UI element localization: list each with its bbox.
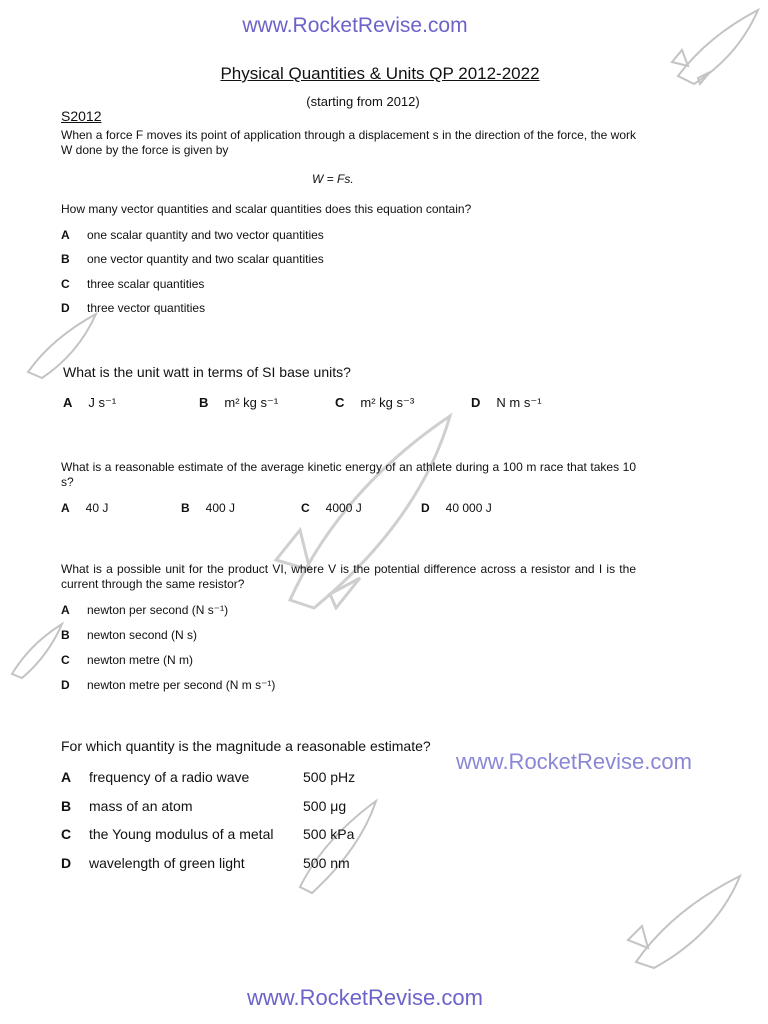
rocket-watermark-icon [6, 620, 66, 680]
option-text: three scalar quantities [87, 277, 205, 291]
rocket-watermark-icon [624, 870, 744, 970]
q2-options [63, 395, 623, 415]
option-letter: D [61, 678, 70, 692]
option-text: m² kg s⁻³ [360, 395, 415, 410]
option-letter: A [61, 228, 70, 242]
option-text: frequency of a radio wave [89, 769, 250, 785]
q2-question: What is the unit watt in terms of SI base units? [63, 364, 351, 380]
q1-options [61, 228, 621, 328]
option-text: 40 000 J [445, 501, 492, 515]
option-letter: B [61, 628, 70, 642]
option-letter: A [61, 769, 72, 785]
option-text: newton metre (N m) [87, 653, 194, 667]
option-letter: C [61, 653, 70, 667]
q3-options [61, 501, 621, 519]
option-value: 500 nm [303, 855, 350, 871]
q2-option-b[interactable] [199, 395, 278, 411]
option-letter: C [335, 395, 345, 410]
option-text: 400 J [205, 501, 236, 515]
q3-question: What is a reasonable estimate of the average kinetic energy of an athlete during a 100 m race that takes 10 s? [61, 460, 636, 489]
option-letter: D [61, 855, 72, 871]
option-value: 500 kPa [303, 826, 355, 842]
option-value: 500 μg [303, 798, 347, 814]
option-letter: B [181, 501, 190, 515]
q2-option-d[interactable] [471, 395, 542, 411]
section-heading: S2012 [61, 108, 102, 124]
option-text: 4000 J [325, 501, 362, 515]
q1-stem: When a force F moves its point of application through a displacement s in the direction of the force, the work W done by the force is given by [61, 128, 636, 157]
option-letter: B [199, 395, 209, 410]
option-text: three vector quantities [87, 301, 206, 315]
mid-website-link[interactable]: www.RocketRevise.com [456, 749, 692, 774]
option-text: N m s⁻¹ [496, 395, 542, 410]
option-letter: A [63, 395, 73, 410]
option-text: J s⁻¹ [88, 395, 117, 410]
option-letter: C [61, 826, 72, 842]
q5-options [61, 769, 441, 879]
option-text: newton per second (N s⁻¹) [87, 603, 229, 617]
option-letter: C [301, 501, 310, 515]
q4-options [61, 603, 621, 703]
q3-option-b[interactable] [181, 501, 235, 515]
option-text: mass of an atom [89, 798, 193, 814]
q2-option-a[interactable] [63, 395, 116, 411]
option-letter: A [61, 603, 70, 617]
document-subtitle: (starting from 2012) [306, 94, 420, 109]
option-letter: C [61, 277, 70, 291]
option-text: one scalar quantity and two vector quantities [87, 228, 324, 242]
option-letter: B [61, 798, 72, 814]
option-letter: B [61, 252, 70, 266]
option-letter: D [471, 395, 481, 410]
option-text: newton second (N s) [87, 628, 198, 642]
q1-question: How many vector quantities and scalar quantities does this equation contain? [61, 202, 472, 216]
option-letter: D [61, 301, 70, 315]
q1-equation: W = Fs. [312, 172, 354, 186]
q2-option-c[interactable] [335, 395, 414, 411]
option-text: newton metre per second (N m s⁻¹) [87, 678, 276, 692]
footer-website-link[interactable]: www.RocketRevise.com [247, 985, 483, 1010]
option-text: one vector quantity and two scalar quantities [87, 252, 324, 266]
option-letter: D [421, 501, 430, 515]
option-text: wavelength of green light [89, 855, 245, 871]
document-title: Physical Quantities & Units QP 2012-2022 [220, 64, 540, 83]
option-letter: A [61, 501, 70, 515]
q3-option-d[interactable] [421, 501, 492, 515]
q3-option-c[interactable] [301, 501, 362, 515]
option-value: 500 pHz [303, 769, 356, 785]
q5-question: For which quantity is the magnitude a reasonable estimate? [61, 738, 431, 754]
option-text: the Young modulus of a metal [89, 826, 274, 842]
q3-option-a[interactable] [61, 501, 108, 515]
q4-question: What is a possible unit for the product VI, where V is the potential difference across a resistor and I is the current through the same resistor? [61, 562, 636, 591]
option-text: 40 J [85, 501, 109, 515]
header-website-link[interactable]: www.RocketRevise.com [242, 14, 468, 37]
option-text: m² kg s⁻¹ [224, 395, 279, 410]
